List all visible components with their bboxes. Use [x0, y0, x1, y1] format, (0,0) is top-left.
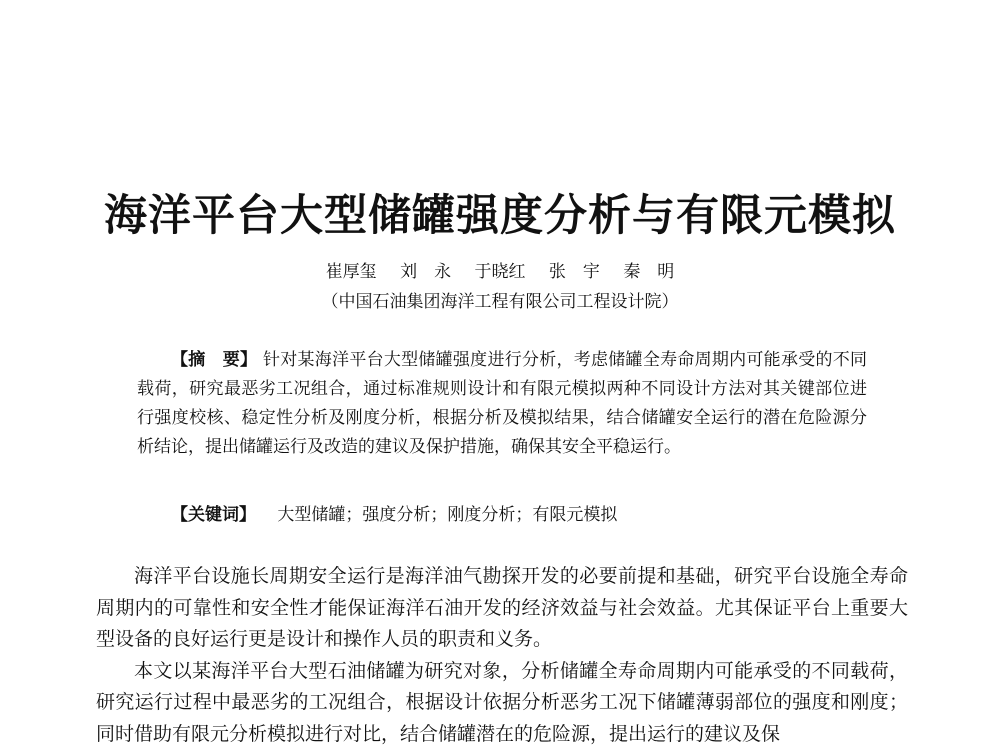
body-text	[96, 561, 908, 750]
abstract	[137, 346, 867, 462]
author: 秦 明	[623, 262, 674, 282]
keywords-text: 大型储罐；强度分析；刚度分析；有限元模拟	[277, 505, 617, 525]
author: 于晓红	[475, 262, 526, 282]
body-paragraph: 本文以某海洋平台大型石油储罐为研究对象，分析储罐全寿命周期内可能承受的不同载荷，研究运行过程中最恶劣的工况组合，根据设计依据分析恶劣工况下储罐薄弱部位的强度和刚度；同时借助有限元分析模拟进行对比，结合储罐潜在的危险源，提出运行的建议及保	[96, 656, 908, 750]
body-paragraph: 海洋平台设施长周期安全运行是海洋油气勘探开发的必要前提和基础，研究平台设施全寿命周期内的可靠性和安全性才能保证海洋石油开发的经济效益与社会效益。尤其保证平台上重要大型设备的良好运行更是设计和操作人员的职责和义务。	[96, 561, 908, 656]
abstract-text: 针对某海洋平台大型储罐强度进行分析，考虑储罐全寿命周期内可能承受的不同载荷，研究最恶劣工况组合，通过标准规则设计和有限元模拟两种不同设计方法对其关键部位进行强度校核、稳定性分析及刚度分析，根据分析及模拟结果，结合储罐安全运行的潜在危险源分析结论，提出储罐运行及改造的建议及保护措施，确保其安全平稳运行。	[137, 350, 867, 457]
author-list	[0, 257, 1000, 282]
keywords	[171, 500, 617, 525]
author: 刘 永	[400, 262, 451, 282]
author: 崔厚玺	[326, 262, 377, 282]
author: 张 宇	[549, 262, 600, 282]
affiliation: （中国石油集团海洋工程有限公司工程设计院）	[0, 287, 1000, 312]
paper-title: 海洋平台大型储罐强度分析与有限元模拟	[0, 182, 1000, 243]
abstract-label: 【摘 要】	[171, 350, 257, 370]
keywords-label: 【关键词】	[171, 505, 256, 525]
